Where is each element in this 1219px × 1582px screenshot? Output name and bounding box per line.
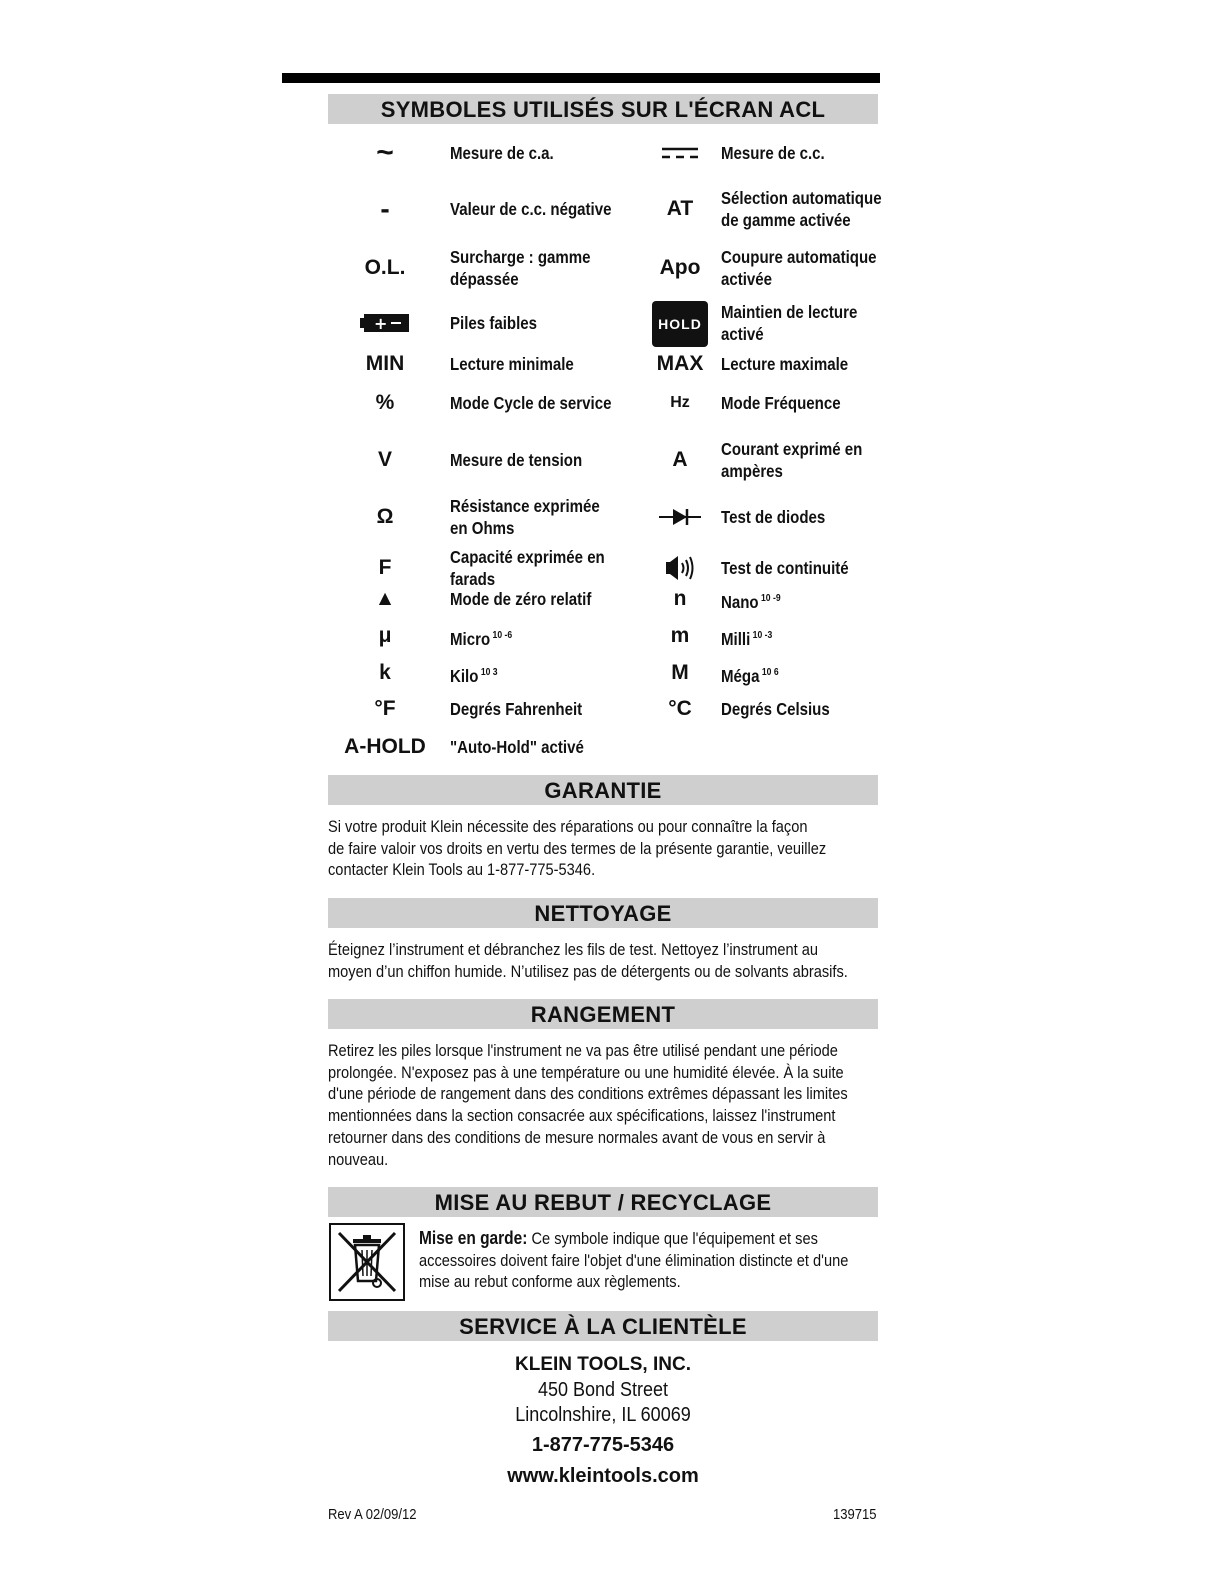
symbol-glyph: MAX	[656, 352, 704, 375]
rebut-line: mise au rebut conforme aux règlements.	[419, 1272, 681, 1292]
symbol-description: Test de diodes	[721, 507, 826, 527]
symbol-row	[330, 495, 910, 539]
symbol-description: Valeur de c.c. négative	[450, 199, 612, 219]
symbol-glyph: n	[673, 587, 687, 610]
symbol-description: Courant exprimé en ampères	[721, 439, 863, 481]
diode-icon-symbol	[625, 495, 735, 539]
symbol-description: Lecture minimale	[450, 354, 574, 374]
symbol-glyph: MIN	[365, 352, 405, 375]
nettoyage-line: Éteignez l’instrument et débranchez les fils de test. Nettoyez l’instrument au	[328, 940, 819, 959]
symbol-glyph: -	[380, 193, 390, 224]
rangement-text	[328, 1040, 878, 1170]
symbol-row	[330, 623, 910, 649]
nettoyage-line: moyen d’un chiffon humide. N’utilisez pas de détergents ou de solvants abrasifs.	[328, 961, 848, 981]
symbol-row	[330, 545, 910, 591]
symbol-row	[330, 187, 910, 231]
symbol-glyph: °F	[374, 697, 396, 720]
symbol-row	[330, 136, 910, 169]
symbol-description: Milli $^{10 -3}$	[721, 628, 773, 649]
weee-bin-icon	[329, 1223, 405, 1301]
symbol-row	[330, 437, 910, 483]
garantie-line: Si votre produit Klein nécessite des réparations ou pour connaître la façon	[328, 817, 808, 836]
dc-icon-symbol	[625, 140, 735, 166]
hold-badge: HOLD	[652, 301, 708, 347]
symbol-description: Test de continuité	[721, 558, 849, 578]
symbol-description: Mode Fréquence	[721, 393, 841, 413]
symbol-glyph: F	[378, 556, 392, 579]
symbol-glyph: k	[379, 661, 391, 684]
symbol-description: Méga $^{10 6}$	[721, 665, 779, 686]
revision-label: Rev A 02/09/12	[328, 1507, 417, 1523]
symbol-description: Mesure de c.c.	[721, 143, 825, 163]
symbol-description: Degrés Fahrenheit	[450, 699, 583, 719]
battery-icon-symbol	[330, 301, 440, 345]
symbol-row	[330, 301, 910, 345]
nettoyage-header: NETTOYAGE	[328, 898, 878, 928]
symbol-description: Mode Cycle de service	[450, 393, 612, 413]
symbol-description: "Auto-Hold" activé	[450, 737, 584, 757]
symbol-description: Capacité exprimée en farads	[450, 547, 605, 589]
symbol-glyph: m	[670, 624, 690, 647]
symbol-description: Maintien de lecture activé	[721, 302, 858, 344]
rangement-line: prolongée. N'exposez pas à une température ou une humidité élevée. À la suite	[328, 1062, 844, 1082]
symbol-glyph: Ω	[376, 505, 394, 528]
continuity-icon	[664, 554, 696, 582]
symbol-description: Degrés Celsius	[721, 699, 830, 719]
symbol-glyph: O.L.	[364, 256, 406, 279]
symbol-description: Micro $^{10 -6}$	[450, 628, 513, 649]
symbol-glyph: M	[671, 661, 689, 684]
symbol-glyph: ~	[376, 136, 394, 169]
continuity-icon-symbol	[625, 545, 735, 591]
symbol-glyph: %	[375, 391, 395, 414]
rangement-line: nouveau.	[328, 1149, 389, 1169]
symbol-glyph: AT	[666, 197, 694, 220]
rebut-text	[419, 1228, 892, 1293]
rebut-header: MISE AU REBUT / RECYCLAGE	[328, 1187, 878, 1217]
city-address: Lincolnshire, IL 60069	[515, 1404, 691, 1426]
rangement-line: retourner dans des conditions de mesure normales avant de vous en servir à	[328, 1127, 826, 1147]
garantie-header: GARANTIE	[328, 775, 878, 805]
symbol-glyph: V	[377, 448, 392, 471]
symbol-glyph: Apo	[659, 256, 701, 279]
symbol-glyph: °C	[668, 697, 692, 720]
garantie-line: de faire valoir vos droits en vertu des termes de la présente garantie, veuillez	[328, 838, 827, 858]
symbol-row	[330, 587, 910, 611]
rangement-line: Retirez les piles lorsque l'instrument ne va pas être utilisé pendant une période	[328, 1041, 838, 1060]
symbol-glyph: μ	[378, 624, 392, 647]
symbol-description: Surcharge : gamme dépassée	[450, 247, 591, 289]
symbol-glyph: A	[672, 448, 688, 471]
rangement-line: mentionnées dans la section consacrée aux spécifications, laissez l'instrument	[328, 1106, 836, 1126]
symbol-glyph: ▲	[374, 587, 396, 610]
symbol-row	[330, 660, 910, 686]
dc-icon	[660, 145, 700, 161]
garantie-line: contacter Klein Tools au 1-877-775-5346.	[328, 860, 596, 880]
symbol-row	[330, 245, 910, 291]
symbol-glyph: Hz	[670, 394, 690, 411]
rebut-line: accessoires doivent faire l'objet d'une élimination distincte et d'une	[419, 1250, 849, 1270]
rangement-header: RANGEMENT	[328, 999, 878, 1029]
garantie-text	[328, 816, 878, 881]
phone-number: 1-877-775-5346	[531, 1434, 675, 1456]
symbol-description: Résistance exprimée en Ohms	[450, 496, 600, 538]
symbol-row	[330, 390, 910, 416]
symbol-description: Kilo $^{10 3}$	[450, 665, 498, 686]
document-code: 139715	[833, 1507, 877, 1523]
symbol-description: Mode de zéro relatif	[450, 589, 592, 609]
warning-label: Mise en garde:	[419, 1228, 528, 1248]
top-rule	[282, 73, 880, 83]
symbol-description: Sélection automatique de gamme activée	[721, 188, 882, 230]
symbol-description: Mesure de tension	[450, 450, 583, 470]
svg-text:+: +	[374, 314, 388, 334]
website-link[interactable]: www.kleintools.com	[507, 1465, 699, 1487]
symbol-row	[330, 351, 910, 377]
rebut-line: Ce symbole indique que l'équipement et ses	[527, 1229, 818, 1248]
symbol-glyph: A-HOLD	[344, 735, 426, 758]
HOLD-symbol	[625, 301, 735, 345]
symbol-description: Piles faibles	[450, 313, 538, 333]
service-header: SERVICE À LA CLIENTÈLE	[328, 1311, 878, 1341]
symbol-description: Lecture maximale	[721, 354, 849, 374]
symbol-description: Mesure de c.a.	[450, 143, 554, 163]
symbols-header: SYMBOLES UTILISÉS SUR L'ÉCRAN ACL	[328, 94, 878, 124]
rangement-line: d'une période de rangement dans des conditions extrêmes dépassant les limites	[328, 1084, 848, 1104]
symbol-description: Coupure automatique activée	[721, 247, 877, 289]
battery-icon	[360, 313, 410, 333]
nettoyage-text	[328, 939, 878, 982]
symbol-row	[330, 696, 910, 722]
street-address: 450 Bond Street	[537, 1379, 669, 1401]
symbol-description: Nano $^{10 -9}$	[721, 591, 781, 612]
diode-icon	[659, 507, 701, 527]
company-name: KLEIN TOOLS, INC.	[515, 1354, 691, 1375]
symbol-row	[330, 734, 910, 760]
